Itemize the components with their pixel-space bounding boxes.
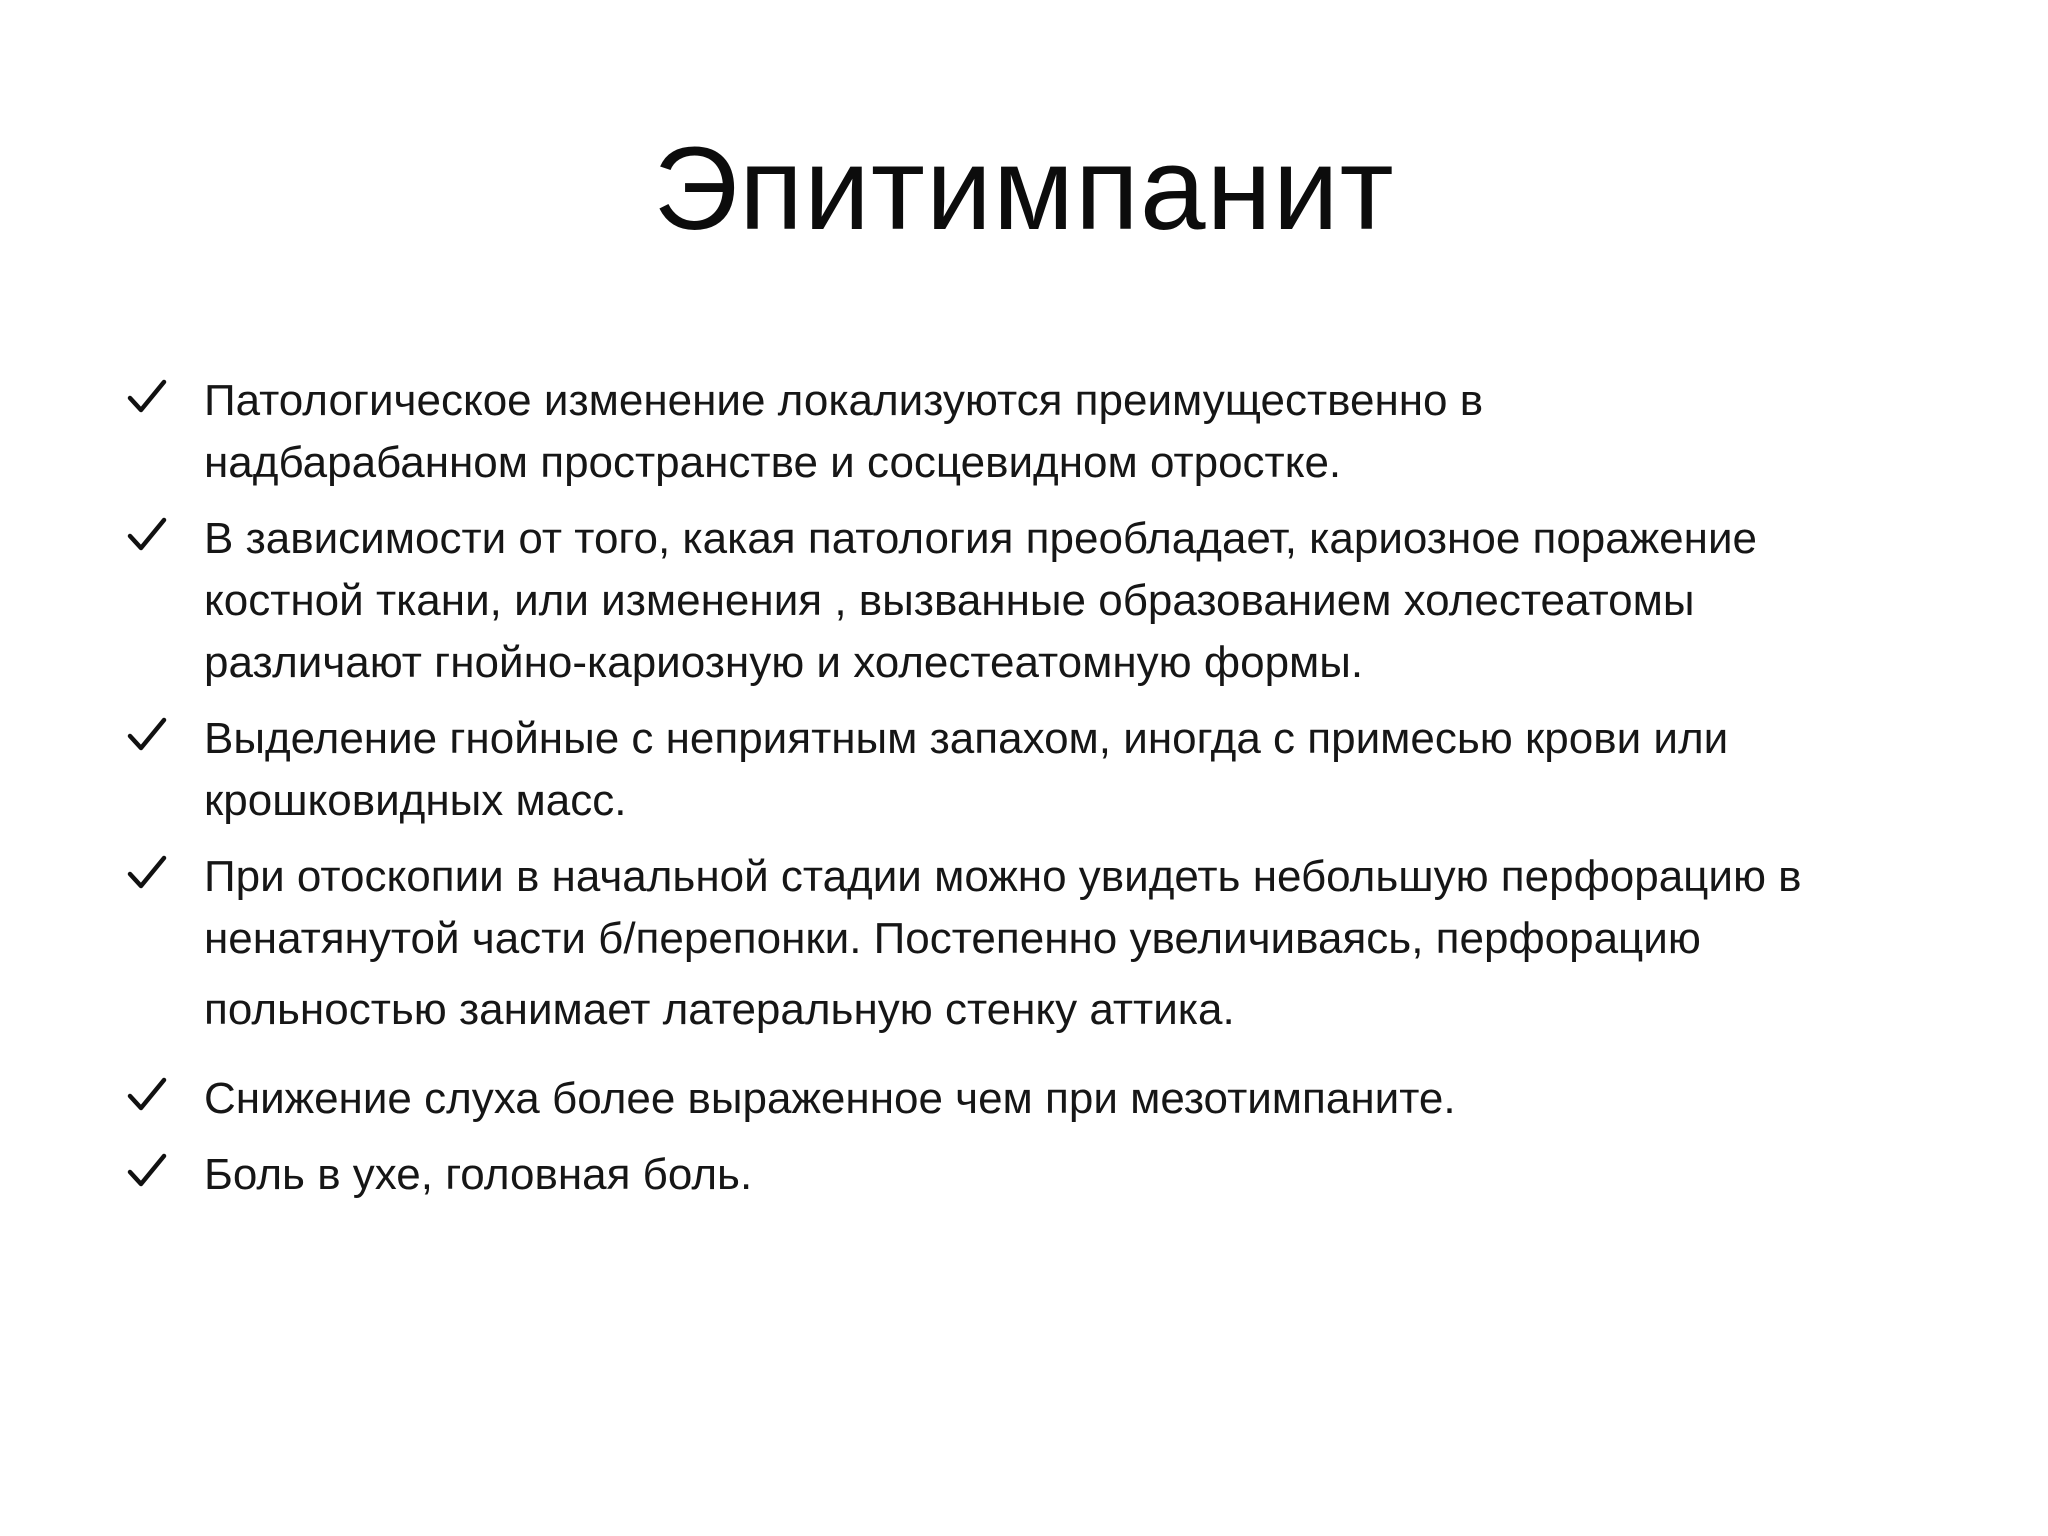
slide-title: Эпитимпанит	[653, 123, 1395, 255]
bullet-line: крошковидных масс.	[204, 776, 627, 825]
bullet-item	[126, 508, 1986, 694]
checkmark-icon	[126, 1074, 168, 1116]
bullet-list	[126, 370, 1986, 1220]
bullet-item	[126, 1068, 1986, 1130]
bullet-item	[126, 708, 1986, 832]
bullet-line: ненатянутой части б/перепонки. Постепенно увеличиваясь, перфорацию	[204, 914, 1701, 963]
bullet-item	[126, 846, 1986, 1054]
bullet-line: Снижение слуха более выраженное чем при мезотимпаните.	[204, 1074, 1456, 1123]
bullet-line: Боль в ухе, головная боль.	[204, 1150, 753, 1199]
checkmark-icon	[126, 852, 168, 894]
bullet-line: Патологическое изменение локализуются преимущественно в	[204, 376, 1484, 425]
bullet-line: надбарабанном пространстве и сосцевидном отростке.	[204, 438, 1342, 487]
bullet-line: В зависимости от того, какая патология преобладает, кариозное поражение	[204, 514, 1757, 563]
bullet-line: польностью занимает латеральную стенку аттика.	[204, 985, 1235, 1034]
checkmark-icon	[126, 376, 168, 418]
bullet-line: Выделение гнойные с неприятным запахом, иногда с примесью крови или	[204, 714, 1729, 763]
bullet-line: При отоскопии в начальной стадии можно увидеть небольшую перфорацию в	[204, 852, 1802, 901]
checkmark-icon	[126, 714, 168, 756]
bullet-item	[126, 370, 1986, 494]
bullet-line: различают гнойно-кариозную и холестеатомную формы.	[204, 638, 1364, 687]
bullet-line: костной ткани, или изменения , вызванные образованием холестеатомы	[204, 576, 1695, 625]
checkmark-icon	[126, 1150, 168, 1192]
bullet-item	[126, 1144, 1986, 1206]
checkmark-icon	[126, 514, 168, 556]
